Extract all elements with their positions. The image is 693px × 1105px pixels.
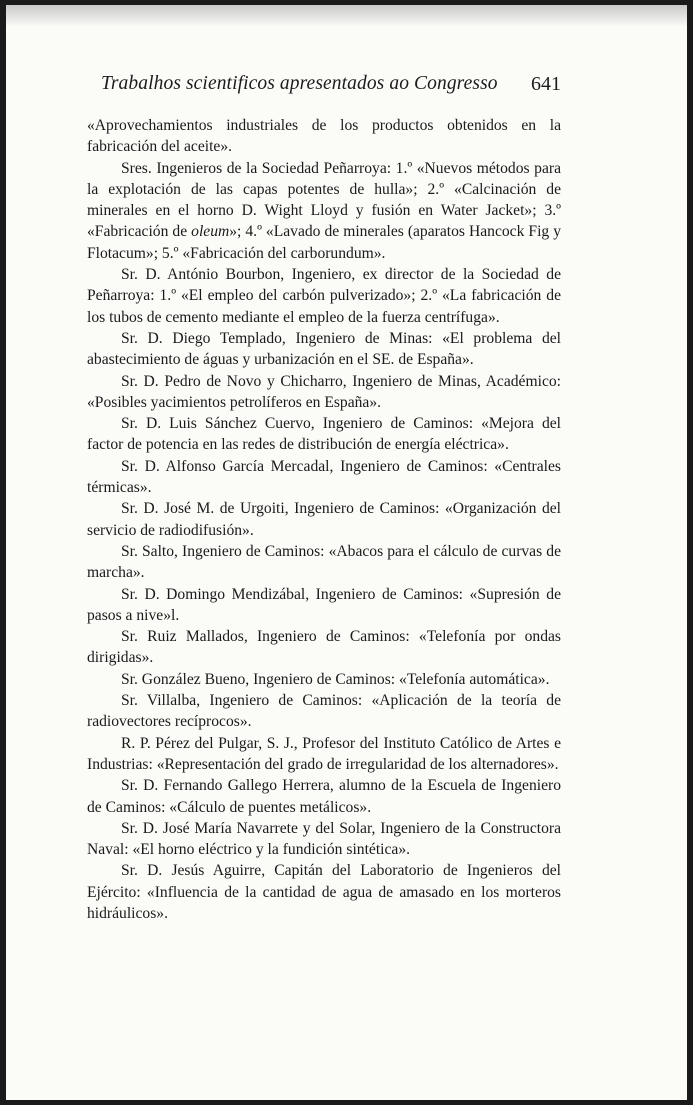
paragraph: Sr. D. Diego Templado, Ingeniero de Minas: «El problema del abastecimiento de águas y urbanización en el SE. de España». <box>87 329 561 369</box>
paragraph: Sr. D. Alfonso García Mercadal, Ingeniero de Caminos: «Centrales térmicas». <box>87 457 561 497</box>
paragraph <box>87 158 561 264</box>
paragraph: «Aprovechamientos industriales de los productos obtenidos en la fabricación del aceite». <box>87 117 561 156</box>
paragraph: Sr. Salto, Ingeniero de Caminos: «Abacos para el cálculo de curvas de marcha». <box>87 542 561 582</box>
paragraph: Sr. D. Domingo Mendizábal, Ingeniero de Caminos: «Supresión de pasos a nive»l. <box>87 585 561 624</box>
paragraph-text: »; 4.º «Lavado de minerales (aparatos Hancock Fig y Flotacum»; 5.º «Fabricación del carborundum». <box>87 223 561 262</box>
document-page <box>6 5 687 1100</box>
paragraph: Sr. Villalba, Ingeniero de Caminos: «Aplicación de la teoría de radiovectores recíprocos». <box>87 692 561 731</box>
paragraph-text: Sres. Ingenieros de la Sociedad Peñarroya: 1.º «Nuevos métodos para la explotación de las capas potentes de hulla»; 2.º «Calcinación de minerales en el horno D. Wight Lloyd y fusión en Water Jacket»; 3.º «Fabricación de <box>87 159 561 241</box>
paragraph: Sr. D. José María Navarrete y del Solar, Ingeniero de la Constructora Naval: «El horno eléctrico y la fundición sintética». <box>87 819 561 859</box>
page-number: 641 <box>531 73 561 95</box>
paragraph: Sr. D. Jesús Aguirre, Capitán del Laboratorio de Ingenieros del Ejército: «Influencia de la cantidad de agua de amasado en los morteros hidráulicos». <box>87 862 561 922</box>
paragraph: Sr. D. António Bourbon, Ingeniero, ex director de la Sociedad de Peñarroya: 1.º «El empleo del carbón pulverizado»; 2.º «La fabricación de los tubos de cemento mediante el empleo de la fuerza centrífuga». <box>87 266 561 326</box>
body-text <box>87 115 561 924</box>
paragraph: Sr. D. Fernando Gallego Herrera, alumno de la Escuela de Ingeniero de Caminos: «Cálculo de puentes metálicos». <box>87 777 561 816</box>
header-title: Trabalhos scientificos apresentados ao Congresso <box>101 73 498 94</box>
paragraph: Sr. González Bueno, Ingeniero de Caminos: «Telefonía automática». <box>121 670 550 688</box>
paragraph: Sr. D. Luis Sánchez Cuervo, Ingeniero de Caminos: «Mejora del factor de potencia en las redes de distribución de energía eléctrica». <box>87 415 561 454</box>
paragraph: R. P. Pérez del Pulgar, S. J., Profesor del Instituto Católico de Artes e Industrias: «Representación del grado de irregularidad de los alternadores». <box>87 734 561 773</box>
paragraph: Sr. D. José M. de Urgoiti, Ingeniero de Caminos: «Organización del servicio de radiodifusión». <box>87 500 561 539</box>
paragraph: Sr. Ruiz Mallados, Ingeniero de Caminos: «Telefonía por ondas dirigidas». <box>87 628 561 667</box>
paragraph: Sr. D. Pedro de Novo y Chicharro, Ingeniero de Minas, Académico: «Posibles yacimientos petrolíferos en España». <box>87 372 561 411</box>
italic-term: oleum <box>191 223 230 241</box>
